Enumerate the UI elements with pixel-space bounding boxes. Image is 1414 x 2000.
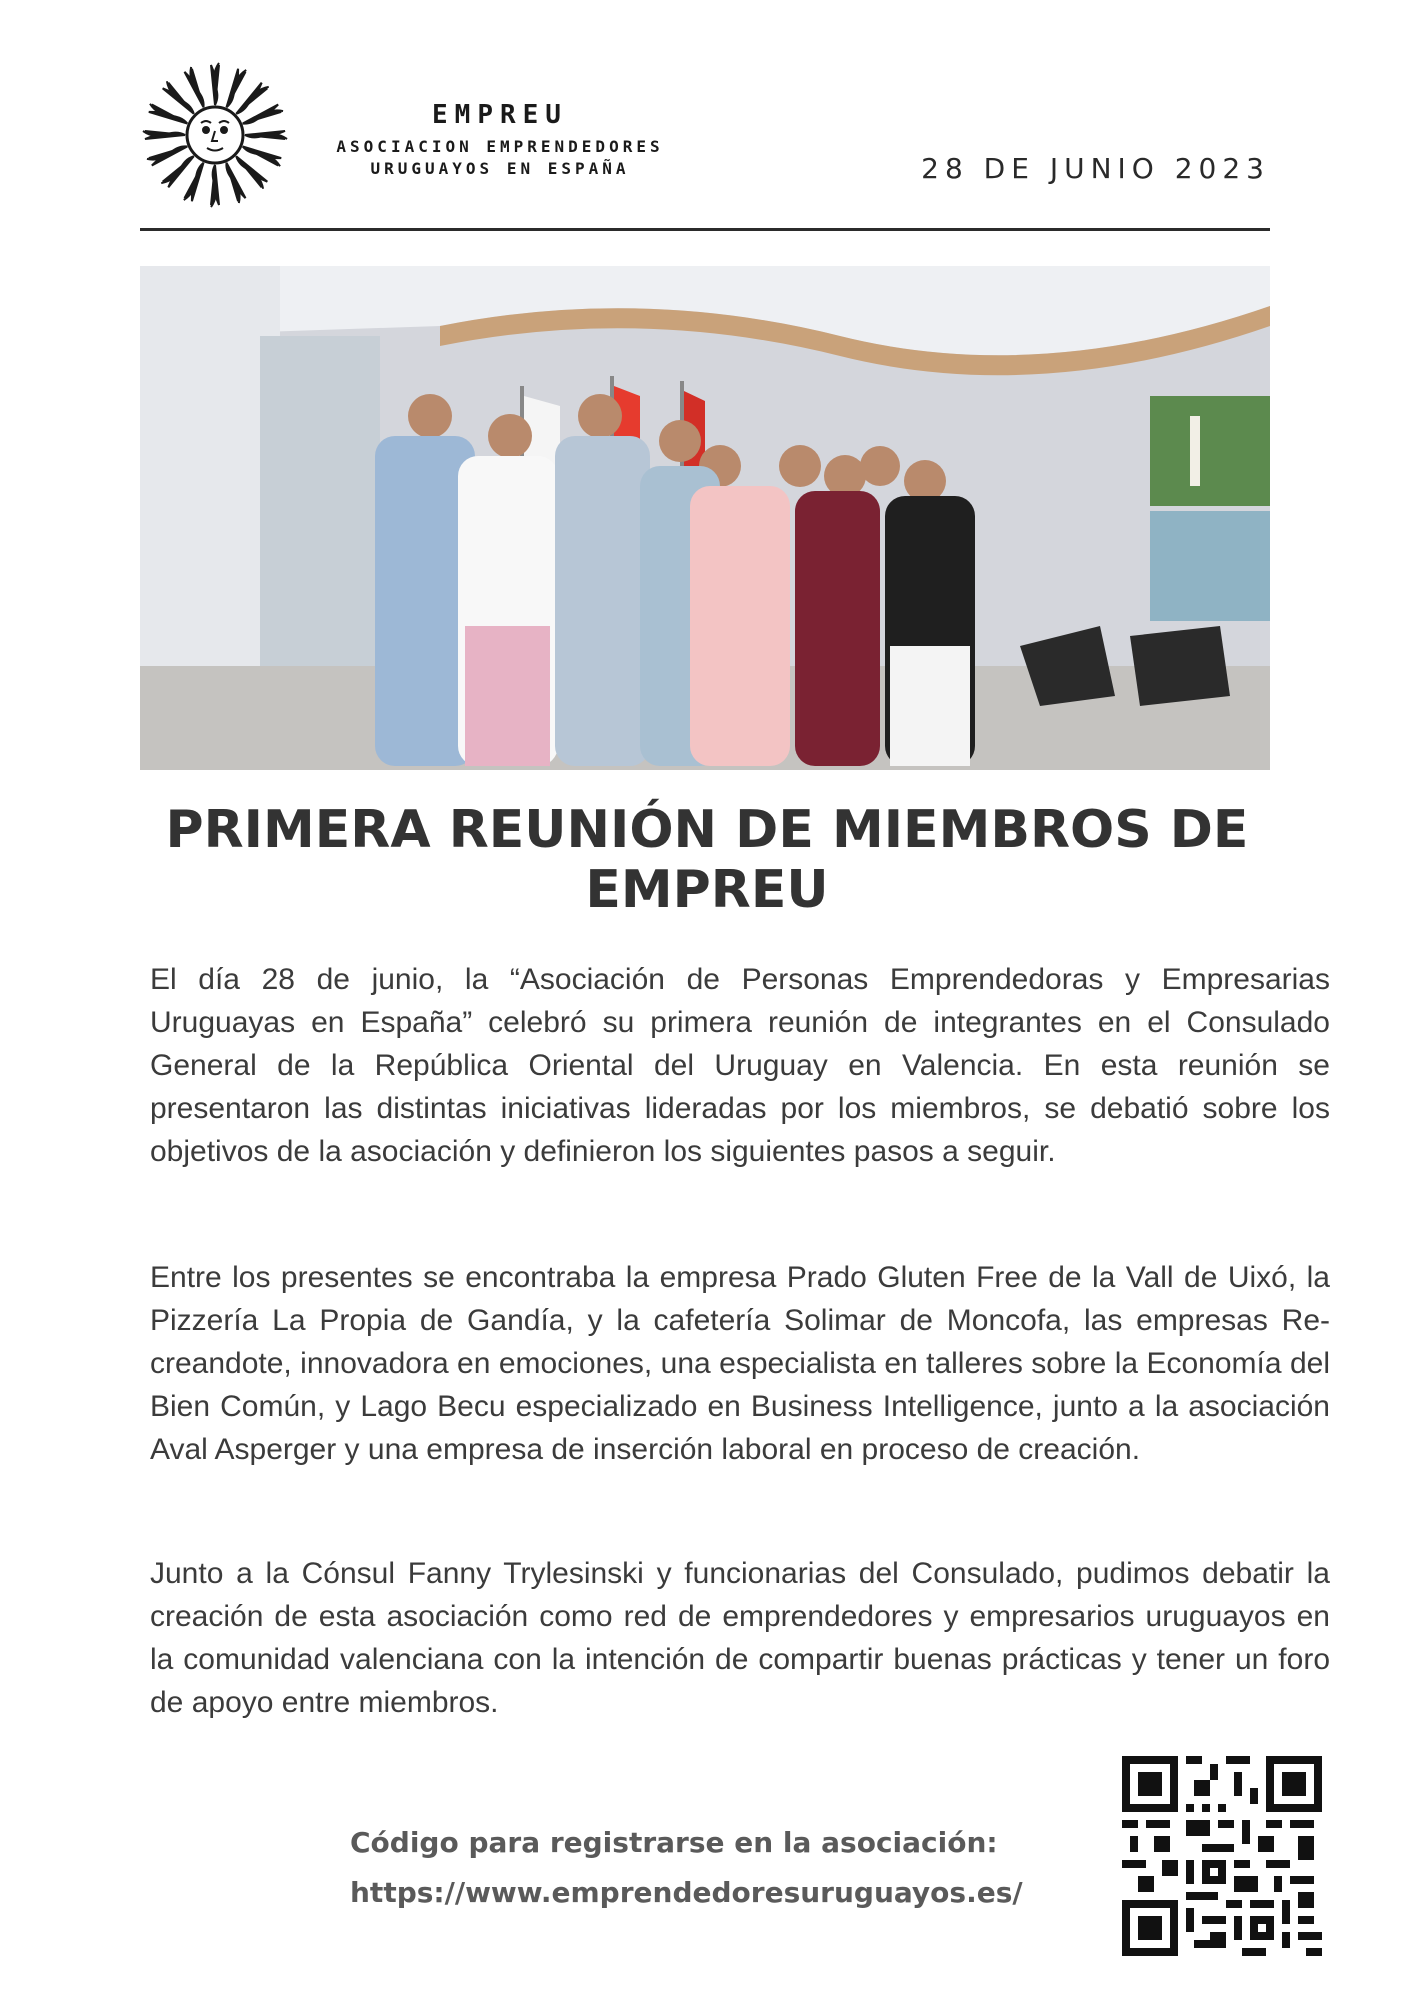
header-divider [140, 228, 1270, 231]
article-paragraph-3: Junto a la Cónsul Fanny Trylesinski y funcionarias del Consulado, pudimos debatir la creación de esta asociación como red de emprendedores y empresarios uruguayos en la comunidad valenciana con la intención de compartir buenas prácticas y tener un foro de apoyo entre miembros. [150, 1557, 1330, 1719]
org-short-name: EMPREU [432, 100, 568, 130]
article-title: PRIMERA REUNIÓN DE MIEMBROS DE EMPREU [165, 800, 1249, 920]
group-photo-image [140, 266, 1270, 770]
registration-info [350, 1818, 1023, 1918]
publication-date: 28 DE JUNIO 2023 [921, 152, 1270, 185]
article-paragraph-2: Entre los presentes se encontraba la empresa Prado Gluten Free de la Vall de Uixó, la Pizzería La Propia de Gandía, y la cafetería Solimar de Moncofa, las empresas Re-creandote, innovadora en emociones, una especialista en talleres sobre la Economía del Bien Común, y Lago Becu especializado en Business Intelligence, junto a la asociación Aval Asperger y una empresa de inserción laboral en proceso de creación. [150, 1261, 1330, 1466]
org-full-name-line1: ASOCIACION EMPRENDEDORES [336, 137, 664, 156]
registration-url[interactable]: https://www.emprendedoresuruguayos.es/ [350, 1876, 1023, 1909]
sun-of-may-icon [140, 60, 290, 210]
header [140, 60, 1270, 230]
qr-code-icon[interactable] [1122, 1756, 1322, 1956]
article-paragraph-1: El día 28 de junio, la “Asociación de Personas Emprendedoras y Empresarias Uruguayas en España” celebró su primera reunión de integrantes en el Consulado General de la República Oriental del Uruguay en Valencia. En esta reunión se presentaron las distintas iniciativas lideradas por los miembros, se debatió sobre los objetivos de la asociación y definieron los siguientes pasos a seguir. [150, 963, 1330, 1168]
org-full-name-line2: URUGUAYOS EN ESPAÑA [370, 159, 630, 178]
registration-label: Código para registrarse en la asociación: [350, 1826, 998, 1859]
organization-name [290, 100, 710, 180]
